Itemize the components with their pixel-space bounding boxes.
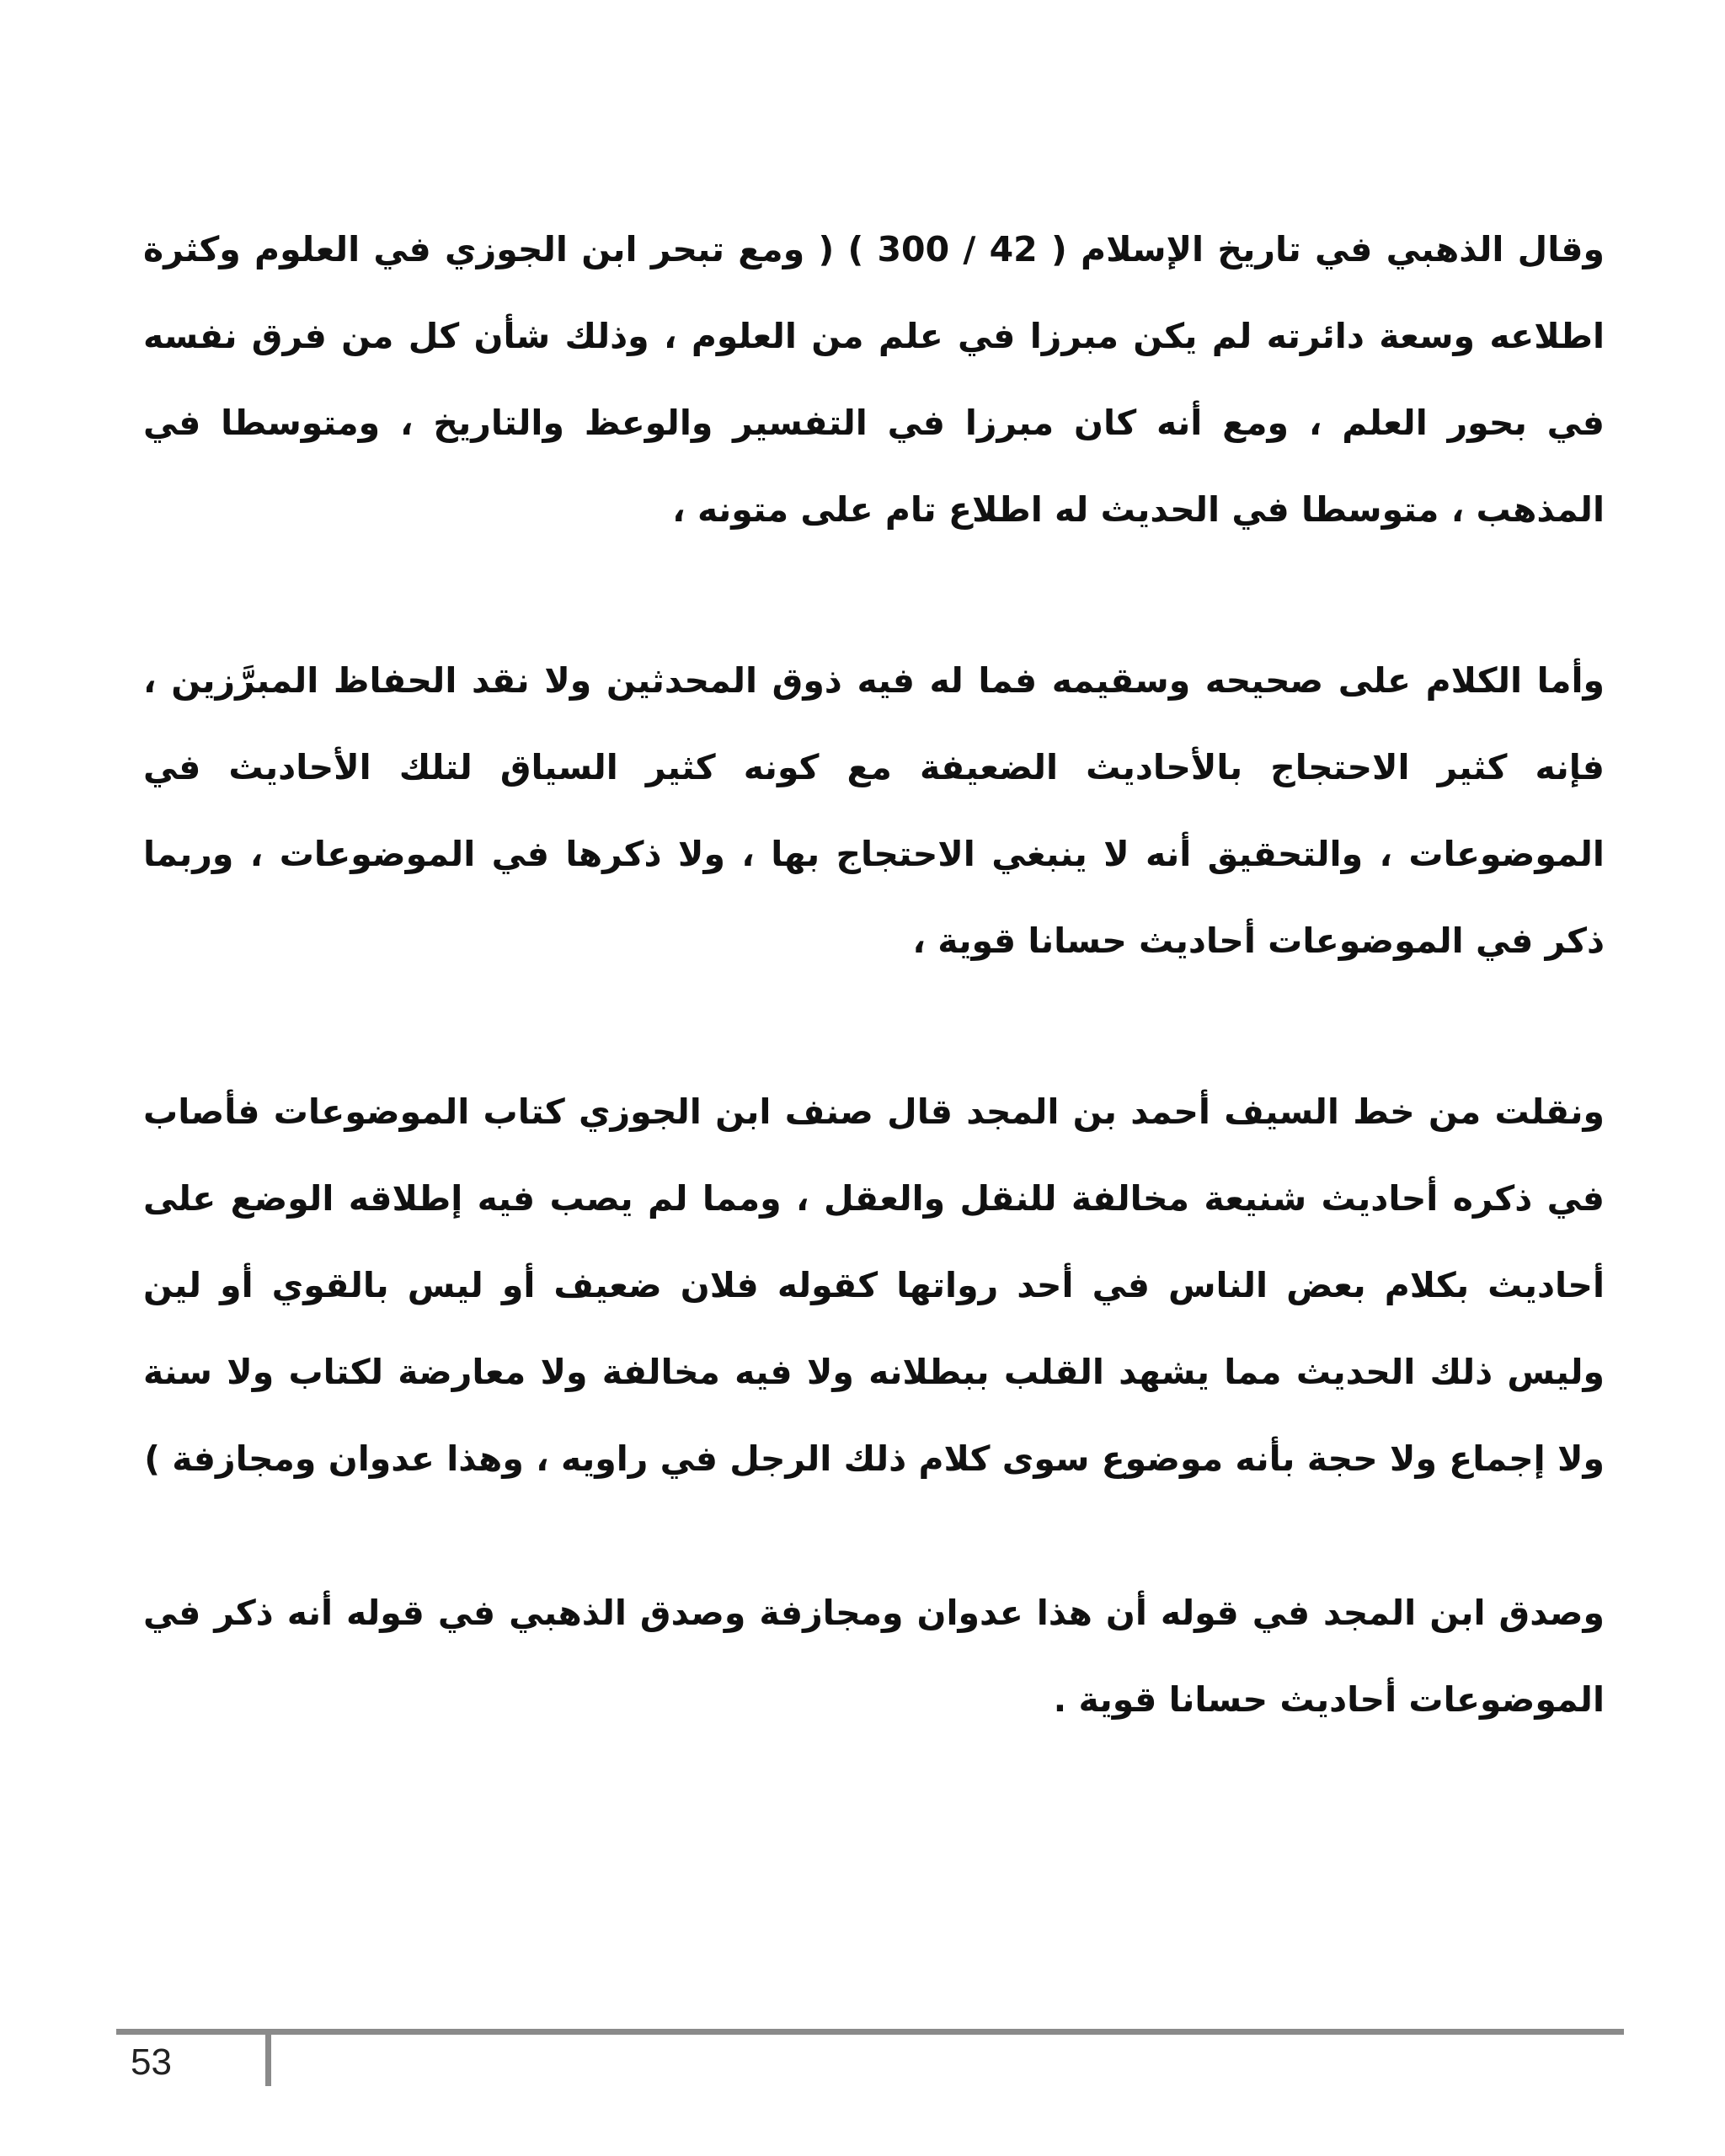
body-text	[143, 206, 1605, 1743]
footer-page-separator	[265, 2029, 271, 2086]
paragraph-3: ونقلت من خط السيف أحمد بن المجد قال صنف ابن الجوزي كتاب الموضوعات فأصاب في ذكره أحاديث شنيعة مخالفة للنقل والعقل ، ومما لم يصب فيه إطلاقه الوضع على أحاديث بكلام بعض الناس في أحد رواتها كقوله فلان ضعيف أو ليس بالقوي أو لين وليس ذلك الحديث مما يشهد القلب ببطلانه ولا فيه مخالفة ولا معارضة لكتاب ولا سنة ولا إجماع ولا حجة بأنه موضوع سوى كلام ذلك الرجل في راويه ، وهذا عدوان ومجازفة )	[143, 1091, 1605, 1479]
paragraph-1: وقال الذهبي في تاريخ الإسلام ( 42 / 300 ) ( ومع تبحر ابن الجوزي في العلوم وكثرة اطلاعه وسعة دائرته لم يكن مبرزا في علم من العلوم ، وذلك شأن كل من فرق نفسه في بحور العلم ، ومع أنه كان مبرزا في التفسير والوعظ والتاريخ ، ومتوسطا في المذهب ، متوسطا في الحديث له اطلاع تام على متونه ،	[143, 229, 1605, 530]
paragraph-2: وأما الكلام على صحيحه وسقيمه فما له فيه ذوق المحدثين ولا نقد الحفاظ المبرَّزين ، فإنه كثير الاحتجاج بالأحاديث الضعيفة مع كونه كثير السياق لتلك الأحاديث في الموضوعات ، والتحقيق أنه لا ينبغي الاحتجاج بها ، ولا ذكرها في الموضوعات ، وربما ذكر في الموضوعات أحاديث حسانا قوية ،	[143, 660, 1605, 961]
paragraph-4: وصدق ابن المجد في قوله أن هذا عدوان ومجازفة وصدق الذهبي في قوله أنه ذكر في الموضوعات أحاديث حسانا قوية .	[143, 1593, 1605, 1720]
footer-divider	[116, 2029, 1624, 2035]
page-number: 53	[131, 2041, 172, 2083]
